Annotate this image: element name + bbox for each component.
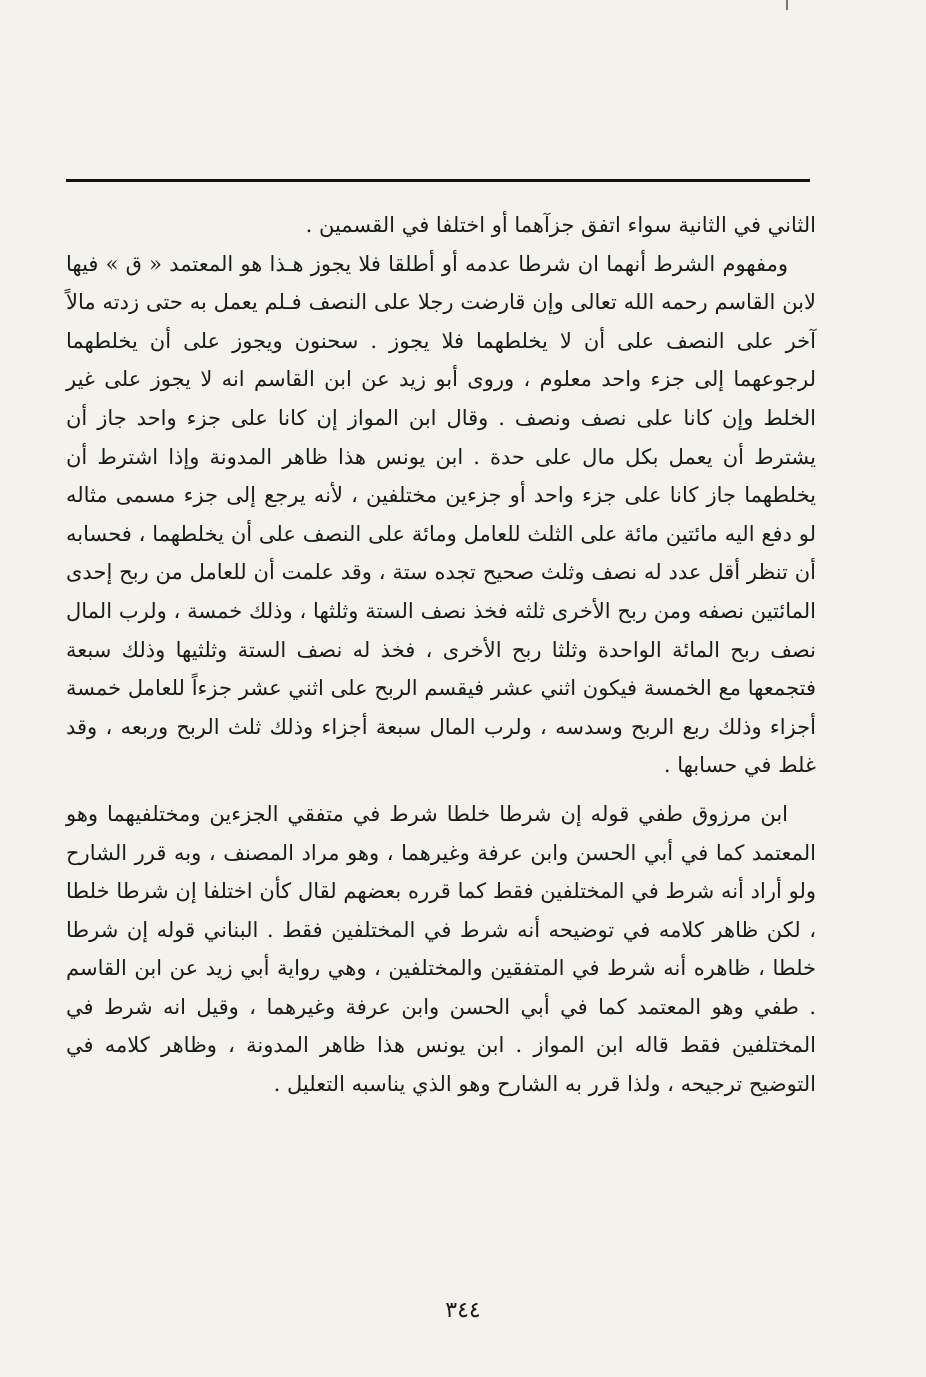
paragraph-1: الثاني في الثانية سواء اتفق جزآهما أو اختلفا في القسمين . bbox=[305, 213, 816, 237]
paragraph-3: ابن مرزوق طفي قوله إن شرطا خلطا شرط في متفقي الجزءين ومختلفيهما وهو المعتمد كما في أبي الحسن وابن عرفة وغيرهما ، وهو مراد المصنف ، وبه قرر الشارح ولو أراد أنه شرط في المختلفين فقط كما قرره بعضهم لقال كأن اختلفا إن شرطا خلطا ، لكن ظاهر كلامه في توضيحه أنه شرط في المختلفين فقط . البناني قوله إن شرطا خلطا ، ظاهره أنه شرط في المتفقين والمختلفين ، وهي رواية أبي زيد عن ابن القاسم . طفي وهو المعتمد كما في أبي الحسن وابن عرفة وغيرهما ، وقيل انه شرط في المختلفين فقط قاله ابن المواز . ابن يونس هذا ظاهر المدونة ، وظاهر كلامه في التوضيح ترجيحه ، ولذا قرر به الشارح وهو الذي يناسبه التعليل . bbox=[66, 801, 816, 1097]
header-rule bbox=[66, 179, 810, 182]
body-text bbox=[66, 206, 816, 1104]
scan-edge-mark bbox=[786, 0, 788, 10]
paragraph-2: ومفهوم الشرط أنهما ان شرطا عدمه أو أطلقا فلا يجوز هـذا هو المعتمد « ق » فيها لابن القاسم رحمه الله تعالى وإن قارضت رجلا على النصف فـلم يعمل به حتى زدته مالاً آخر على النصف على أن لا يخلطهما فلا يجوز . سحنون ويجوز على أن يخلطهما لرجوعهما إلى جزء واحد معلوم ، وروى أبو زيد عن ابن القاسم انه لا يجوز على غير الخلط وإن كانا على نصف ونصف . وقال ابن المواز إن كانا على جزء واحد جاز أن يشترط أن يعمل بكل مال على حدة . ابن يونس هذا ظاهر المدونة وإذا اشترط أن يخلطهما جاز كانا على جزء واحد أو جزءين مختلفين ، لأنه يرجع إلى جزء مسمى مثاله لو دفع اليه مائتين مائة على الثلث للعامل ومائة على النصف على أن يخلطهما ، فحسابه أن تنظر أقل عدد له نصف وثلث صحيح تجده ستة ، وقد علمت أن للعامل من ربح إحدى المائتين نصفه ومن ربح الأخرى ثلثه فخذ نصف الستة وثلثها ، وذلك خمسة ، ولرب المال نصف ربح المائة الواحدة وثلثا ربح الأخرى ، فخذ له نصف الستة وثلثيها وذلك سبعة فتجمعها مع الخمسة فيكون اثني عشر فيقسم الربح على اثني عشر جزءاً للعامل خمسة أجزاء وذلك ربع الربح وسدسه ، ولرب المال سبعة أجزاء وذلك ثلث الربح وربعه ، وقد غلط في حسابها . bbox=[66, 251, 816, 778]
page-number: ٣٤٤ bbox=[445, 1298, 481, 1323]
